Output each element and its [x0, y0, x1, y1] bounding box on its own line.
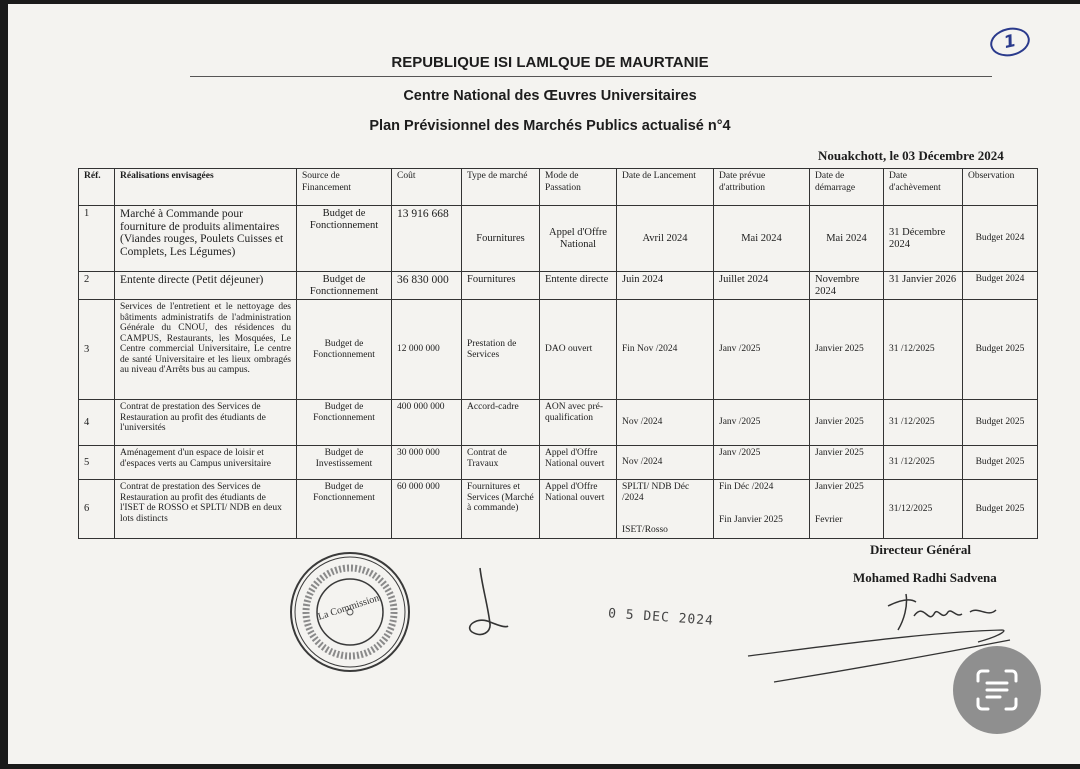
cell-achevement: 31 Janvier 2026: [884, 272, 963, 300]
cell-mode: Appel d'Offre National ouvert: [540, 480, 617, 539]
table-row: [79, 480, 1038, 539]
cell-source: Budget de Fonctionnement: [297, 206, 392, 272]
cell-demarrage: Novembre 2024: [810, 272, 884, 300]
cell-type: Contrat de Travaux: [462, 446, 540, 480]
cell-ref: 5: [79, 446, 115, 480]
cell-mode: DAO ouvert: [540, 300, 617, 400]
cell-realisation: Aménagement d'un espace de loisir et d'espaces verts au Campus universitaire: [115, 446, 297, 480]
cell-source: Budget de Investissement: [297, 446, 392, 480]
cell-demarrage: Janvier 2025: [810, 300, 884, 400]
cell-mode: Appel d'Offre National ouvert: [540, 446, 617, 480]
cell-lancement: Fin Nov /2024: [617, 300, 714, 400]
handwritten-initial: [460, 566, 510, 642]
table-row: [79, 206, 1038, 272]
cell-lancement: Nov /2024: [617, 446, 714, 480]
scanned-document: [8, 4, 1080, 764]
cell-type: Fournitures: [462, 206, 540, 272]
cell-realisation: Marché à Commande pour fourniture de produits alimentaires (Viandes rouges, Poulets Cuisses et Complets, Les Légumes): [115, 206, 297, 272]
cell-demarrage: Janvier 2025: [810, 400, 884, 446]
cell-lancement: [617, 480, 714, 539]
cell-cout: 30 000 000: [392, 446, 462, 480]
cell-realisation: Contrat de prestation des Services de Restauration au profit des étudiants de l'universités: [115, 400, 297, 446]
cell-cout: 36 830 000: [392, 272, 462, 300]
cell-type: Fournitures: [462, 272, 540, 300]
cell-mode: Entente directe: [540, 272, 617, 300]
cell-source: Budget de Fonctionnement: [297, 300, 392, 400]
text-scan-icon: [974, 667, 1020, 713]
text-scan-button[interactable]: [953, 646, 1041, 734]
date-line: Nouakchott, le 03 Décembre 2024: [818, 148, 1004, 163]
cell-cout: 60 000 000: [392, 480, 462, 539]
commission-stamp: [288, 550, 412, 674]
signatory-title: Directeur Général: [870, 542, 971, 557]
cell-type: Accord-cadre: [462, 400, 540, 446]
table-row: [79, 446, 1038, 480]
header-ref: Réf.: [79, 169, 115, 206]
cell-source: Budget de Fonctionnement: [297, 400, 392, 446]
header-type: Type de marché: [462, 169, 540, 206]
cell-ref: 1: [79, 206, 115, 272]
cell-observation: Budget 2025: [963, 300, 1038, 400]
cell-type: Prestation de Services: [462, 300, 540, 400]
header-demarrage: Date de démarrage: [810, 169, 884, 206]
cell-lancement: Nov /2024: [617, 400, 714, 446]
page-number-circle: 1: [988, 24, 1033, 60]
cell-observation: Budget 2024: [963, 272, 1038, 300]
cell-attribution: [714, 480, 810, 539]
procurement-plan-table: [78, 168, 1038, 539]
cell-ref: 3: [79, 300, 115, 400]
cell-source: Budget de Fonctionnement: [297, 272, 392, 300]
signatory-name: Mohamed Radhi Sadvena: [853, 570, 997, 585]
table-row: [79, 272, 1038, 300]
header-republic: REPUBLIQUE ISI LAMLQUE DE MAURTANIE: [391, 54, 709, 71]
cell-realisation: Services de l'entretient et le nettoyage des bâtiments administratifs de l'administration Générale du CNOU, des résidences du CAMPUS, Restaurants, les Mosquées, Le Centre commercial Universitaire, Le centre de santé Universitaire et les lieux ombragés au niveau d'Arrêts bus au campus.: [115, 300, 297, 400]
cell-achevement: 31 /12/2025: [884, 400, 963, 446]
cell-cout: 13 916 668: [392, 206, 462, 272]
cell-mode: AON avec pré-qualification: [540, 400, 617, 446]
table-row: [79, 300, 1038, 400]
cell-attribution: Juillet 2024: [714, 272, 810, 300]
header-cout: Coût: [392, 169, 462, 206]
cell-ref: 2: [79, 272, 115, 300]
header-attribution: Date prévue d'attribution: [714, 169, 810, 206]
cell-achevement: 31 /12/2025: [884, 300, 963, 400]
demarrage-2: Fevrier: [815, 514, 843, 525]
cell-demarrage: [810, 480, 884, 539]
cell-realisation: Contrat de prestation des Services de Restauration au profit des étudiants de l'ISET de ROSSO et SPLTI/ NDB en deux lots distincts: [115, 480, 297, 539]
attribution-1: Fin Déc /2024: [719, 482, 774, 492]
attribution-2: Fin Janvier 2025: [719, 514, 783, 525]
cell-source: Budget de Fonctionnement: [297, 480, 392, 539]
header-observation: Observation: [963, 169, 1038, 206]
cell-achevement: 31 Décembre 2024: [884, 206, 963, 272]
cell-mode: Appel d'Offre National: [540, 206, 617, 272]
header-rule: [190, 76, 992, 77]
cell-lancement: Avril 2024: [617, 206, 714, 272]
cell-cout: 400 000 000: [392, 400, 462, 446]
table-row: [79, 400, 1038, 446]
cell-ref: 6: [79, 480, 115, 539]
cell-ref: 4: [79, 400, 115, 446]
cell-achevement: 31 /12/2025: [884, 446, 963, 480]
cell-demarrage: Janvier 2025: [810, 446, 884, 480]
table-header-row: [79, 169, 1038, 206]
header-institution: Centre National des Œuvres Universitaires: [403, 88, 697, 104]
cell-demarrage: Mai 2024: [810, 206, 884, 272]
header-lancement: Date de Lancement: [617, 169, 714, 206]
header-mode: Mode de Passation: [540, 169, 617, 206]
cell-lancement: Juin 2024: [617, 272, 714, 300]
lancement-iset: ISET/Rosso: [622, 525, 668, 535]
cell-type: Fournitures et Services (Marché à commande): [462, 480, 540, 539]
demarrage-1: Janvier 2025: [815, 482, 864, 492]
cell-achevement: 31/12/2025: [884, 480, 963, 539]
stamp-label: La Commission: [316, 592, 381, 623]
cell-attribution: Janv /2025: [714, 400, 810, 446]
cell-cout: 12 000 000: [392, 300, 462, 400]
header-achevement: Date d'achèvement: [884, 169, 963, 206]
header-source: Source de Financement: [297, 169, 392, 206]
cell-realisation: Entente directe (Petit déjeuner): [115, 272, 297, 300]
cell-observation: Budget 2025: [963, 480, 1038, 539]
cell-observation: Budget 2025: [963, 400, 1038, 446]
cell-attribution: Mai 2024: [714, 206, 810, 272]
cell-observation: Budget 2024: [963, 206, 1038, 272]
date-stamp: 0 5 DEC 2024: [607, 606, 715, 629]
header-realisations: Réalisations envisagées: [115, 169, 297, 206]
cell-attribution: Janv /2025: [714, 446, 810, 480]
cell-observation: Budget 2025: [963, 446, 1038, 480]
document-title: Plan Prévisionnel des Marchés Publics actualisé n°4: [369, 118, 731, 134]
lancement-splti: SPLTI/ NDB Déc /2024: [622, 482, 690, 503]
cell-attribution: Janv /2025: [714, 300, 810, 400]
